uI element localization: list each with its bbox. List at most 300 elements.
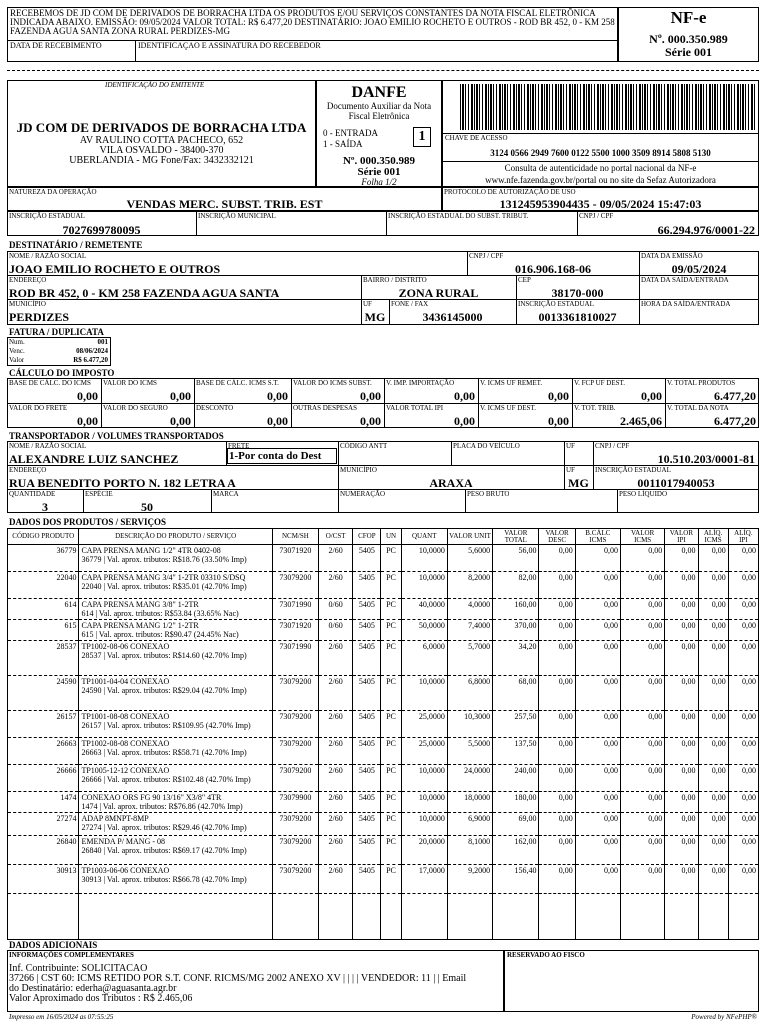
canhoto-text: RECEBEMOS DE JD COM DE DERIVADOS DE BORRACHA LTDA OS PRODUTOS E/OU SERVIÇOS CONSTANTES DA NOTA FISCAL ELETRÔNICA INDICADA ABAIXO. EMISSÃO: 09/05/2024 VALOR TOTAL: R$ 6.477,20 DESTINATÁRIO: JOAO EMILIO ROCHETO E OUTROS - ROD BR 452, 0 - KM 258 FAZENDA AGUA SANTA ZONA RURAL PERDIZES-MG	[10, 8, 615, 36]
cell-vicms: 0,00	[621, 676, 665, 711]
fatura-valor: R$ 6.477,20	[73, 356, 108, 364]
cut-line	[7, 70, 759, 71]
imposto-row2-value-5: 0,00	[548, 414, 569, 428]
imposto-row2-label-3: OUTRAS DESPESAS	[293, 404, 357, 412]
empty-cell	[575, 894, 620, 940]
product-tax-note: 24590 | Val. aprox. tributos: R$29.04 (42.70% Imp)	[81, 686, 247, 695]
cell-desc	[79, 599, 272, 620]
emitente-address3: UBERLANDIA - MG Fone/Fax: 3432332121	[69, 155, 254, 166]
cell-vipi: 0,00	[665, 711, 698, 738]
dest-nome: JOAO EMILIO ROCHETO E OUTROS	[9, 262, 221, 276]
col-header: ALÍQ. IPI	[728, 529, 758, 545]
imposto-row2-value-2: 0,00	[267, 414, 288, 428]
cell-ncm: 73079200	[272, 738, 318, 765]
empty-cell	[401, 894, 447, 940]
cell-aicms: 0,00	[698, 676, 728, 711]
fatura-venc: 08/06/2024	[76, 347, 108, 355]
cell-cst: 0/60	[319, 599, 353, 620]
cell-ncm: 73079200	[272, 572, 318, 599]
cell-ncm: 73071920	[272, 620, 318, 641]
transp-pliquido-label: PESO LÍQUIDO	[619, 490, 668, 498]
cell-vipi: 0,00	[665, 620, 698, 641]
cell-bc: 0,00	[575, 813, 620, 836]
cell-quant: 20,0000	[401, 836, 447, 865]
cell-ncm: 73071990	[272, 599, 318, 620]
product-description: CONEXAO ORS FG 90 13/16" X3/8" 4TR	[81, 793, 222, 802]
table-row	[8, 599, 759, 620]
cell-vipi: 0,00	[665, 738, 698, 765]
imposto-row1-value-3: 0,00	[360, 389, 381, 403]
cell-desc_v: 0,00	[539, 765, 575, 792]
cell-quant: 17,0000	[401, 865, 447, 894]
cell-code: 22040	[8, 572, 79, 599]
fatura-venc-label: Venc.	[9, 347, 25, 355]
cell-ncm: 73079900	[272, 792, 318, 813]
imposto-row2-label-1: VALOR DO SEGURO	[103, 404, 168, 412]
cell-code: 26840	[8, 836, 79, 865]
cell-vtotal: 370,00	[493, 620, 539, 641]
transp-municipio: ARAXA	[429, 476, 473, 490]
cell-cfop: 5405	[353, 620, 381, 641]
imposto-row2-value-0: 0,00	[77, 414, 98, 428]
cell-vicms: 0,00	[621, 620, 665, 641]
imposto-row1-value-4: 0,00	[454, 389, 475, 403]
cell-quant: 10,0000	[401, 813, 447, 836]
cell-desc_v: 0,00	[539, 792, 575, 813]
product-tax-note: 26840 | Val. aprox. tributos: R$69.17 (42.70% Imp)	[81, 846, 247, 855]
cell-cst: 2/60	[319, 641, 353, 676]
transp-qtd-label: QUANTIDADE	[9, 490, 56, 498]
cell-ncm: 73071920	[272, 545, 318, 572]
cell-vtotal: 56,00	[493, 545, 539, 572]
cell-vunit: 6,9000	[447, 813, 492, 836]
produtos-section: DADOS DOS PRODUTOS / SERVIÇOS	[9, 517, 167, 527]
cell-vunit: 5,7000	[447, 641, 492, 676]
cell-un: PC	[381, 738, 401, 765]
product-tax-note: 26663 | Val. aprox. tributos: R$58.71 (42.70% Imp)	[81, 748, 247, 757]
cell-code: 614	[8, 599, 79, 620]
cell-bc: 0,00	[575, 676, 620, 711]
imposto-row1-value-5: 0,00	[548, 389, 569, 403]
col-header: VALOR TOTAL	[493, 529, 539, 545]
imposto-row1-label-1: VALOR DO ICMS	[103, 379, 157, 387]
cell-vipi: 0,00	[665, 676, 698, 711]
transp-uf-label: UF	[566, 442, 575, 450]
cell-bc: 0,00	[575, 599, 620, 620]
cell-aicms: 0,00	[698, 836, 728, 865]
cell-cfop: 5405	[353, 545, 381, 572]
imposto-row1-label-7: V. TOTAL PRODUTOS	[667, 379, 736, 387]
emitente-address1: AV RAULINO COTTA PACHECO, 652	[79, 135, 244, 146]
cell-ncm: 73079200	[272, 865, 318, 894]
transp-qtd: 3	[42, 500, 48, 514]
chave-label: CHAVE DE ACESSO	[445, 134, 508, 142]
cell-un: PC	[381, 676, 401, 711]
product-description: CAPA PRENSA MANG 3/4" 1-2TR 03310 S/DSQ	[81, 573, 246, 582]
cell-quant: 10,0000	[401, 572, 447, 599]
cell-code: 24590	[8, 676, 79, 711]
cell-cst: 2/60	[319, 765, 353, 792]
cell-un: PC	[381, 765, 401, 792]
cell-un: PC	[381, 813, 401, 836]
col-header: CFOP	[353, 529, 381, 545]
cell-desc	[79, 572, 272, 599]
cell-aicms: 0,00	[698, 865, 728, 894]
transp-endereco-label: ENDEREÇO	[9, 466, 47, 474]
cell-vtotal: 156,40	[493, 865, 539, 894]
identificacao-recebedor-label: IDENTIFICAÇÃO E ASSINATURA DO RECEBEDOR	[138, 42, 321, 50]
empty-cell	[539, 894, 575, 940]
cell-quant: 6,0000	[401, 641, 447, 676]
cell-aicms: 0,00	[698, 641, 728, 676]
cell-quant: 40,0000	[401, 599, 447, 620]
dest-uf: MG	[364, 310, 386, 324]
cell-cst: 2/60	[319, 572, 353, 599]
dest-fone-label: FONE / FAX	[391, 300, 429, 308]
cell-desc_v: 0,00	[539, 711, 575, 738]
cell-vunit: 5,6000	[447, 545, 492, 572]
cell-bc: 0,00	[575, 836, 620, 865]
cell-vicms: 0,00	[621, 599, 665, 620]
cell-cst: 2/60	[319, 836, 353, 865]
canhoto-nfe-serie: Série 001	[665, 45, 712, 59]
chave-value: 3124 0566 2949 7600 0122 5500 1000 3509 8914 5808 5130	[490, 148, 711, 158]
cell-code: 26663	[8, 738, 79, 765]
dest-cnpj: 016.906.168-06	[515, 262, 591, 276]
cell-desc_v: 0,00	[539, 836, 575, 865]
cell-desc	[79, 765, 272, 792]
empty-cell	[493, 894, 539, 940]
imposto-row2-label-2: DESCONTO	[196, 404, 234, 412]
product-description: TP1001-08-08 CONEXAO	[81, 712, 170, 721]
imposto-row2-value-4: 0,00	[454, 414, 475, 428]
transp-frete: 1-Por conta do Dest	[227, 448, 337, 464]
cell-bc: 0,00	[575, 641, 620, 676]
cell-vicms: 0,00	[621, 641, 665, 676]
cell-cst: 2/60	[319, 792, 353, 813]
canhoto-nfe-number: Nº. 000.350.989	[649, 32, 728, 46]
danfe-saida: 1 - SAÍDA	[323, 139, 363, 149]
cell-desc_v: 0,00	[539, 545, 575, 572]
cell-desc_v: 0,00	[539, 738, 575, 765]
cell-aicms: 0,00	[698, 738, 728, 765]
cell-cst: 2/60	[319, 545, 353, 572]
cell-vicms: 0,00	[621, 792, 665, 813]
cell-vunit: 7,4000	[447, 620, 492, 641]
product-description: TP1003-06-06 CONEXAO	[81, 866, 170, 875]
transp-nome: ALEXANDRE LUIZ SANCHEZ	[9, 452, 179, 466]
transp-cnpj: 10.510.203/0001-81	[657, 452, 755, 466]
cell-vtotal: 257,50	[493, 711, 539, 738]
info-line4: Valor Aproximado dos Tributos : R$ 2.465,06	[9, 993, 193, 1004]
product-description: ADAP 8MNPT-8MP	[81, 814, 149, 823]
product-tax-note: 22040 | Val. aprox. tributos: R$35.01 (42.70% Imp)	[81, 582, 247, 591]
product-description: TP1002-08-08 CONEXAO	[81, 739, 170, 748]
cell-un: PC	[381, 792, 401, 813]
col-header: CÓDIGO PRODUTO	[8, 529, 79, 545]
cell-cfop: 5405	[353, 765, 381, 792]
cell-desc	[79, 711, 272, 738]
fatura-valor-label: Valor	[9, 356, 25, 364]
product-tax-note: 26157 | Val. aprox. tributos: R$109.95 (42.70% Imp)	[81, 721, 251, 730]
transp-municipio-label: MUNICÍPIO	[340, 466, 377, 474]
col-header: VALOR ICMS	[621, 529, 665, 545]
cell-desc	[79, 676, 272, 711]
cell-vicms: 0,00	[621, 572, 665, 599]
emitente-address2: VILA OSVALDO - 38400-370	[99, 145, 224, 156]
table-row	[8, 813, 759, 836]
imposto-row2-label-5: V. ICMS UF DEST.	[480, 404, 536, 412]
cell-quant: 10,0000	[401, 545, 447, 572]
table-row	[8, 711, 759, 738]
protocolo-label: PROTOCOLO DE AUTORIZAÇÃO DE USO	[444, 188, 576, 196]
imposto-row2-label-4: VALOR TOTAL IPI	[386, 404, 444, 412]
cell-aipi: 0,00	[728, 572, 758, 599]
cell-vicms: 0,00	[621, 545, 665, 572]
natureza-value: VENDAS MERC. SUBST. TRIB. EST	[126, 197, 323, 211]
chave-consulta2: www.nfe.fazenda.gov.br/portal ou no site da Sefaz Autorizadora	[485, 175, 716, 185]
cell-cst: 2/60	[319, 711, 353, 738]
product-description: TP1005-12-12 CONEXAO	[81, 766, 170, 775]
transp-especie: 50	[141, 500, 153, 514]
dest-endereco: ROD BR 452, 0 - KM 258 FAZENDA AGUA SANTA	[9, 286, 280, 300]
cell-code: 615	[8, 620, 79, 641]
cell-un: PC	[381, 572, 401, 599]
imposto-row2-label-7: V. TOTAL DA NOTA	[667, 404, 729, 412]
cell-bc: 0,00	[575, 620, 620, 641]
info-label: INFORMAÇÕES COMPLEMENTARES	[9, 951, 134, 959]
cell-un: PC	[381, 641, 401, 676]
emitente-label: IDENTIFICAÇÃO DO EMITENTE	[105, 81, 205, 89]
imposto-row2-label-6: V. TOT. TRIB.	[574, 404, 616, 412]
cell-un: PC	[381, 711, 401, 738]
dest-ie: 0013361810027	[538, 310, 617, 324]
cell-vunit: 6,8000	[447, 676, 492, 711]
im-label: INSCRIÇÃO MUNICIPAL	[198, 212, 276, 220]
danfe-tipo: 1	[413, 127, 431, 147]
cell-aicms: 0,00	[698, 599, 728, 620]
cell-vicms: 0,00	[621, 738, 665, 765]
table-row	[8, 738, 759, 765]
product-tax-note: 36779 | Val. aprox. tributos: R$18.76 (33.50% Imp)	[81, 555, 247, 564]
danfe-entrada: 0 - ENTRADA	[323, 128, 378, 138]
cell-code: 27274	[8, 813, 79, 836]
empty-cell	[665, 894, 698, 940]
transp-cnpj-label: CNPJ / CPF	[595, 442, 630, 450]
destinatario-section: DESTINATÁRIO / REMETENTE	[9, 240, 143, 250]
cell-cfop: 5405	[353, 865, 381, 894]
col-header: VALOR DESC	[539, 529, 575, 545]
product-tax-note: 30913 | Val. aprox. tributos: R$66.78 (42.70% Imp)	[81, 875, 247, 884]
imposto-section: CÁLCULO DO IMPOSTO	[9, 368, 115, 378]
product-description: CAPA PRENSA MANG 1/2" 4TR 0402-08	[81, 546, 221, 555]
cell-cst: 2/60	[319, 813, 353, 836]
transp-uf2-label: UF	[566, 466, 575, 474]
cell-desc	[79, 792, 272, 813]
cell-aipi: 0,00	[728, 865, 758, 894]
dest-bairro: ZONA RURAL	[398, 286, 479, 300]
cell-vipi: 0,00	[665, 813, 698, 836]
danfe-folha: Folha 1/2	[361, 177, 397, 187]
col-header: DESCRIÇÃO DO PRODUTO / SERVIÇO	[79, 529, 272, 545]
product-tax-note: 1474 | Val. aprox. tributos: R$76.86 (42.70% Imp)	[81, 802, 243, 811]
col-header: B.CÁLC ICMS	[575, 529, 620, 545]
cell-cfop: 5405	[353, 792, 381, 813]
cell-desc	[79, 836, 272, 865]
cell-aipi: 0,00	[728, 711, 758, 738]
col-header: ALÍQ. ICMS	[698, 529, 728, 545]
cell-cfop: 5405	[353, 676, 381, 711]
imposto-row2-value-6: 2.465,06	[620, 414, 662, 428]
cell-vipi: 0,00	[665, 641, 698, 676]
cell-code: 36779	[8, 545, 79, 572]
cell-vicms: 0,00	[621, 813, 665, 836]
transp-nome-label: NOME / RAZÃO SOCIAL	[9, 442, 87, 450]
info-line3: do Destinatário: ederha@aguasanta.agr.br	[9, 983, 177, 994]
cell-aipi: 0,00	[728, 545, 758, 572]
cell-un: PC	[381, 599, 401, 620]
imposto-row1-label-0: BASE DE CÁLC. DO ICMS	[9, 379, 91, 387]
transp-ie: 0011017940053	[637, 476, 715, 490]
cell-vipi: 0,00	[665, 599, 698, 620]
dest-emissao-label: DATA DA EMISSÃO	[641, 252, 703, 260]
cell-aicms: 0,00	[698, 813, 728, 836]
cell-code: 30913	[8, 865, 79, 894]
cell-aipi: 0,00	[728, 676, 758, 711]
cell-vicms: 0,00	[621, 711, 665, 738]
cell-desc_v: 0,00	[539, 620, 575, 641]
table-row	[8, 792, 759, 813]
cell-ncm: 73079200	[272, 836, 318, 865]
cell-vunit: 10,3000	[447, 711, 492, 738]
cell-vicms: 0,00	[621, 765, 665, 792]
dest-cep: 38170-000	[551, 286, 604, 300]
fatura-section: FATURA / DUPLICATA	[9, 327, 104, 337]
dest-nome-label: NOME / RAZÃO SOCIAL	[9, 252, 87, 260]
cell-desc_v: 0,00	[539, 813, 575, 836]
fatura-num-label: Num.	[9, 338, 25, 346]
col-header: NCM/SH	[272, 529, 318, 545]
cell-vtotal: 137,50	[493, 738, 539, 765]
cell-vtotal: 68,00	[493, 676, 539, 711]
product-description: CAPA PRENSA MANG 1/2" 1-2TR	[81, 621, 199, 630]
cell-bc: 0,00	[575, 711, 620, 738]
cell-desc	[79, 545, 272, 572]
table-row	[8, 676, 759, 711]
cell-cst: 2/60	[319, 865, 353, 894]
cell-ncm: 73071990	[272, 641, 318, 676]
cell-vunit: 24,0000	[447, 765, 492, 792]
cell-quant: 10,0000	[401, 765, 447, 792]
iest-label: INSCRIÇÃO ESTADUAL DO SUBST. TRIBUT.	[388, 212, 529, 220]
cell-desc	[79, 813, 272, 836]
cell-vunit: 5,5000	[447, 738, 492, 765]
cell-un: PC	[381, 836, 401, 865]
cell-desc_v: 0,00	[539, 599, 575, 620]
cell-cfop: 5405	[353, 813, 381, 836]
empty-cell	[621, 894, 665, 940]
canhoto-nfe-title: NF-e	[670, 8, 707, 27]
product-description: TP1001-04-04 CONEXAO	[81, 677, 170, 686]
product-tax-note: 614 | Val. aprox. tributos: R$53.84 (33.65% Nac)	[81, 609, 239, 618]
imposto-row1-value-2: 0,00	[267, 389, 288, 403]
cell-aicms: 0,00	[698, 765, 728, 792]
table-row	[8, 865, 759, 894]
cell-ncm: 73079200	[272, 765, 318, 792]
cell-vtotal: 240,00	[493, 765, 539, 792]
cell-cfop: 5405	[353, 738, 381, 765]
cell-cfop: 5405	[353, 836, 381, 865]
danfe-subtitle: Documento Auxiliar da Nota Fiscal Eletrônica	[326, 101, 432, 121]
cell-aipi: 0,00	[728, 738, 758, 765]
cell-cfop: 5405	[353, 711, 381, 738]
cell-aipi: 0,00	[728, 599, 758, 620]
dest-fone: 3436145000	[422, 310, 483, 324]
dest-uf-label: UF	[363, 300, 372, 308]
natureza-label: NATUREZA DA OPERAÇÃO	[9, 188, 97, 196]
footer-impresso: Impresso em 16/05/2024 as 07:55:25	[9, 1013, 114, 1021]
transp-ie-label: INSCRIÇÃO ESTADUAL	[595, 466, 671, 474]
cell-quant: 50,0000	[401, 620, 447, 641]
empty-cell	[319, 894, 353, 940]
cell-vicms: 0,00	[621, 836, 665, 865]
cell-quant: 25,0000	[401, 738, 447, 765]
fatura-num: 001	[97, 338, 108, 346]
empty-cell	[381, 894, 401, 940]
cell-vipi: 0,00	[665, 765, 698, 792]
dest-emissao: 09/05/2024	[671, 262, 727, 276]
cell-quant: 10,0000	[401, 792, 447, 813]
table-row	[8, 545, 759, 572]
dest-endereco-label: ENDEREÇO	[9, 276, 47, 284]
cell-desc_v: 0,00	[539, 572, 575, 599]
cell-desc_v: 0,00	[539, 865, 575, 894]
dest-cnpj-label: CNPJ / CPF	[469, 252, 504, 260]
transp-especie-label: ESPÉCIE	[85, 490, 113, 498]
cell-cfop: 5405	[353, 641, 381, 676]
empty-cell	[728, 894, 758, 940]
table-row	[8, 765, 759, 792]
cell-vipi: 0,00	[665, 836, 698, 865]
cell-un: PC	[381, 545, 401, 572]
dest-municipio: PERDIZES	[9, 310, 70, 324]
imposto-row1-label-4: V. IMP. IMPORTAÇÃO	[386, 379, 455, 387]
products-table	[7, 528, 759, 940]
chave-consulta1: Consulta de autenticidade no portal nacional da NF-e	[504, 163, 697, 173]
cell-aipi: 0,00	[728, 836, 758, 865]
cell-aicms: 0,00	[698, 792, 728, 813]
cell-ncm: 73079200	[272, 676, 318, 711]
danfe-serie: Série 001	[357, 166, 401, 178]
imposto-row2-label-0: VALOR DO FRETE	[9, 404, 68, 412]
emitente-cnpj-value: 66.294.976/0001-22	[657, 223, 755, 237]
dest-saida-label: DATA DA SAÍDA/ENTRADA	[641, 276, 729, 284]
cell-aicms: 0,00	[698, 545, 728, 572]
dest-ie-label: INSCRIÇÃO ESTADUAL	[518, 300, 594, 308]
transp-frete-label: FRETE	[228, 442, 250, 450]
imposto-row2-value-7: 6.477,20	[714, 414, 756, 428]
dest-bairro-label: BAIRRO / DISTRITO	[363, 276, 427, 284]
imposto-row1-value-7: 6.477,20	[714, 389, 756, 403]
cell-vicms: 0,00	[621, 865, 665, 894]
col-header: O/CST	[319, 529, 353, 545]
imposto-row1-label-3: VALOR DO ICMS SUBST.	[293, 379, 372, 387]
col-header: UN	[381, 529, 401, 545]
cell-bc: 0,00	[575, 545, 620, 572]
imposto-row2-value-3: 0,00	[360, 414, 381, 428]
cell-aicms: 0,00	[698, 572, 728, 599]
table-row	[8, 572, 759, 599]
